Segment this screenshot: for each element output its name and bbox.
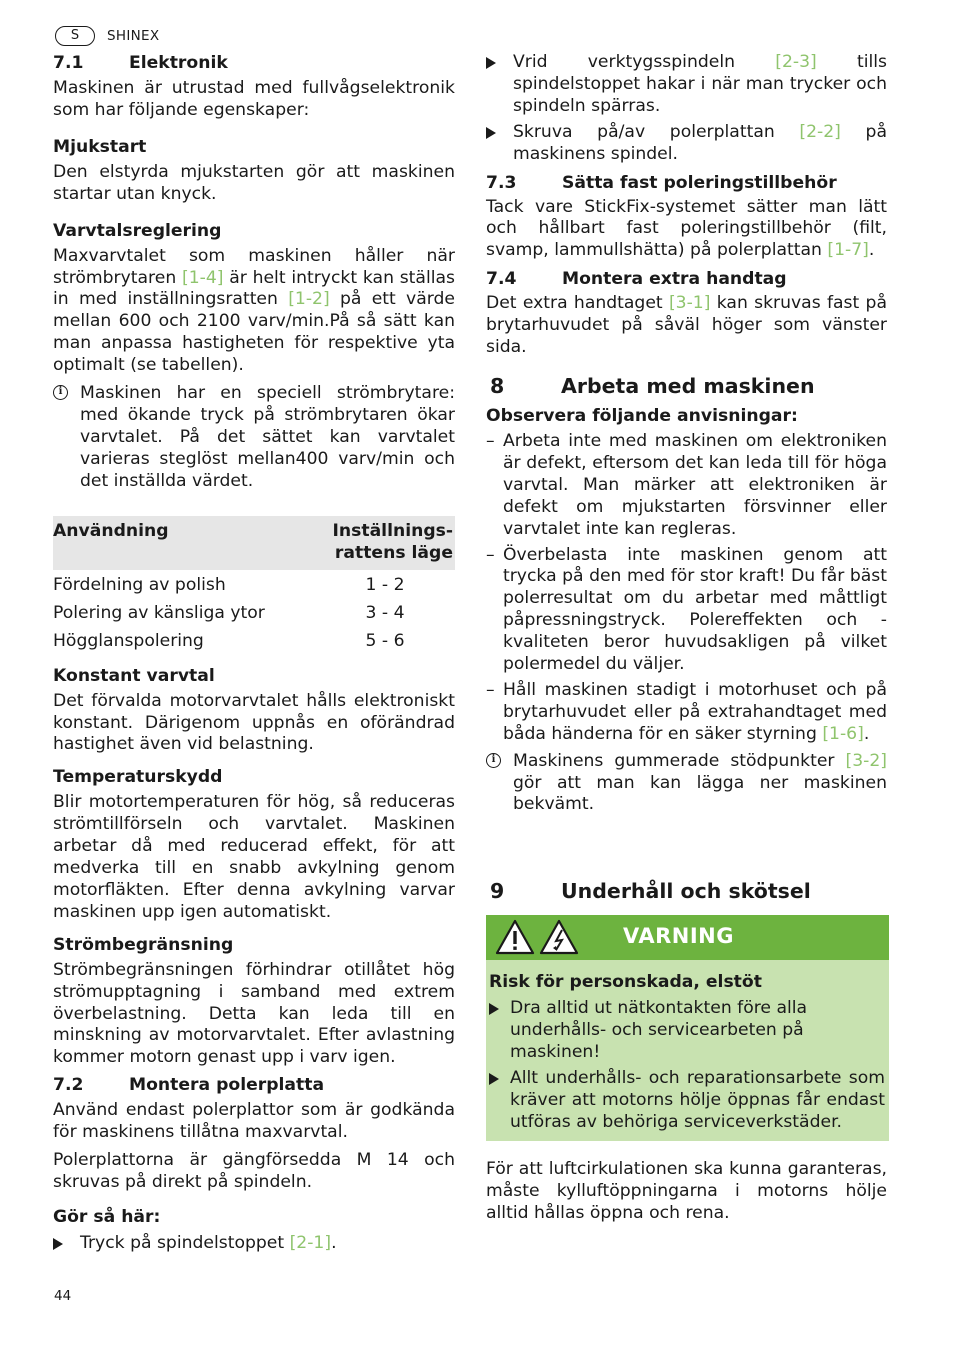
section-9-heading: 9 Underhåll och skötsel	[490, 879, 811, 903]
table-header-usage: Användning	[53, 516, 315, 570]
figure-ref: [2-3]	[775, 52, 817, 72]
section-7-1-heading: 7.1 Elektronik	[53, 53, 228, 73]
list-item: – Arbeta inte med maskinen om elektroniken är defekt, eftersom det kan leda till för höga varvtal. Man märker att elektroniken är defekt om mjukstarten försvinner eller varvtalet inte kan regleras.	[486, 430, 887, 539]
info-icon: i	[486, 753, 501, 768]
bullet-arrow-icon	[486, 57, 496, 69]
figure-ref: [1-7]	[827, 240, 869, 261]
list-item: – Överbelasta inte maskinen genom att trycka på den med för stor kraft! Du får bäst polerresultat om du arbetar med måttligt påpressningstryck. Polereffekten och -kvaliteten beror huvudsakligen på vilket polermedel du väljer.	[486, 544, 887, 675]
section-7-3-text: Tack vare StickFix-systemet sätter man lätt och hållbart fast poleringstillbehör (filt, svamp, lammullshätta) på polerplattan [1-7].	[486, 196, 887, 261]
temperatur-heading: Temperaturskydd	[53, 767, 223, 788]
figure-ref: [1-4]	[181, 267, 224, 288]
language-badge-text: S	[70, 28, 80, 43]
table-row: Polering av känsliga ytor 3 - 4	[53, 602, 405, 623]
how-to-heading: Gör så här:	[53, 1206, 161, 1227]
figure-ref: [1-6]	[822, 723, 864, 744]
section-7-4-heading: 7.4 Montera extra handtag	[486, 269, 787, 290]
table-row: Fördelning av polish 1 - 2	[53, 574, 405, 595]
warning-exclamation-icon	[494, 918, 536, 956]
strombegransning-text: Strömbegränsningen förhindrar otillåtet hög strömupptagning i samband med extrem överbelastning. Detta kan leda till en minskning av motorvarvtalet. Efter avlastning kommer motorn genast upp i varv igen.	[53, 959, 455, 1068]
table-row: Högglanspolering 5 - 6	[53, 630, 405, 651]
temperatur-text: Blir motortemperaturen för hög, så reduceras strömtillförseln och varvtalet. Maskinen arbetar då med reducerad effekt, för att medverka till en snabb avkylning genom motorfläkten. Efter denna avkylning varvar maskinen upp igen automatiskt.	[53, 792, 455, 922]
konstant-text: Det förvalda motorvarvtalet hålls elektroniskt konstant. Därigenom uppnås en oförändrad hastighet även vid belastning.	[53, 690, 455, 755]
table-header	[53, 516, 455, 570]
warning-risk: Risk för personskada, elstöt	[489, 972, 762, 992]
figure-ref: [2-2]	[799, 121, 841, 142]
bullet-arrow-icon	[53, 1238, 63, 1250]
warning-content	[489, 971, 885, 1133]
step-item: Tryck på spindelstoppet [2-1].	[53, 1233, 455, 1255]
section-7-2-p1: Använd endast polerplattor som är godkända för maskinens tillåtna maxvarvtal.	[53, 1100, 455, 1143]
electric-shock-icon	[538, 918, 580, 956]
section-7-3-heading: 7.3 Sätta fast poleringstillbehör	[486, 172, 837, 193]
bullet-arrow-icon	[489, 1073, 499, 1085]
section-7-4-text: Det extra handtaget [3-1] kan skruvas fast på brytarhuvudet på såväl höger som vänster sida.	[486, 293, 887, 358]
step-item: Skruva på/av polerplattan [2-2] på maskinens spindel.	[486, 122, 887, 166]
warning-header	[486, 915, 889, 960]
figure-ref: [3-2]	[845, 750, 887, 771]
table-header-position: Inställnings- rattens läge	[315, 516, 455, 570]
section-7-1-intro: Maskinen är utrustad med fullvågselektronik som har följande egenskaper:	[53, 78, 455, 120]
product-name: SHINEX	[107, 28, 160, 44]
warning-label: VARNING	[623, 924, 734, 948]
figure-ref: [2-1]	[289, 1232, 332, 1253]
section-8-heading: 8 Arbeta med maskinen	[490, 373, 815, 398]
section-7-2-heading: 7.2 Montera polerplatta	[53, 1075, 325, 1096]
bullet-arrow-icon	[489, 1003, 499, 1015]
page-number: 44	[54, 1288, 72, 1304]
info-note: i Maskinen har en speciell strömbrytare: med ökande tryck på strömbrytaren ökar varvtalet. På det sättet kan varvtalet varieras steglöst mellan400 varv/min och det inställda värdet.	[53, 383, 455, 493]
section-9-text: För att luftcirkulationen ska kunna garanteras, måste kylluftöppningarna i motorns hölje alltid hållas öppna och rena.	[486, 1159, 887, 1223]
mjukstart-heading: Mjukstart	[53, 136, 147, 157]
warning-box	[486, 915, 889, 1141]
step-item: Vrid verktygsspindeln [2-3] tills spindelstoppet hakar i när man trycker och spindeln spärras.	[486, 52, 887, 118]
bullet-arrow-icon	[486, 127, 496, 139]
mjukstart-text: Den elstyrda mjukstarten gör att maskinen startar utan knyck.	[53, 161, 455, 204]
konstant-heading: Konstant varvtal	[53, 665, 215, 686]
figure-ref: [3-1]	[668, 293, 711, 314]
varvtal-heading: Varvtalsreglering	[53, 220, 222, 241]
warning-item: Dra alltid ut nätkontakten före alla underhålls- och servicearbeten på maskinen!	[489, 998, 885, 1064]
observe-heading: Observera följande anvisningar:	[486, 405, 798, 426]
section-7-1	[53, 52, 455, 1255]
warning-item: Allt underhålls- och reparationsarbete som kräver att motorns hölje öppnas får endast utföras av behöriga serviceverkstäder.	[489, 1068, 885, 1134]
right-column	[486, 52, 887, 816]
info-note: i Maskinens gummerade stödpunkter [3-2] gör att man kan lägga ner maskinen bekvämt.	[486, 751, 887, 817]
section-7-2-p2: Polerplattorna är gängförsedda M 14 och skruvas på direkt på spindeln.	[53, 1150, 455, 1192]
info-icon: i	[53, 385, 68, 400]
strombegransning-heading: Strömbegränsning	[53, 934, 234, 955]
list-item: – Håll maskinen stadigt i motorhuset och på brytarhuvudet eller på extrahandtaget med båda händerna för en säker styrning [1-6].	[486, 679, 887, 744]
figure-ref: [1-2]	[288, 289, 330, 310]
speed-table	[53, 516, 455, 655]
varvtal-text: Maxvarvtalet som maskinen håller när strömbrytaren [1-4] är helt intryckt kan ställas in med inställningsratten [1-2] på ett värde mellan 600 och 2100 varv/min.På så sätt kan man anpassa hastigheten för respektive yta optimalt (se tabellen).	[53, 245, 455, 376]
language-badge	[55, 26, 95, 46]
